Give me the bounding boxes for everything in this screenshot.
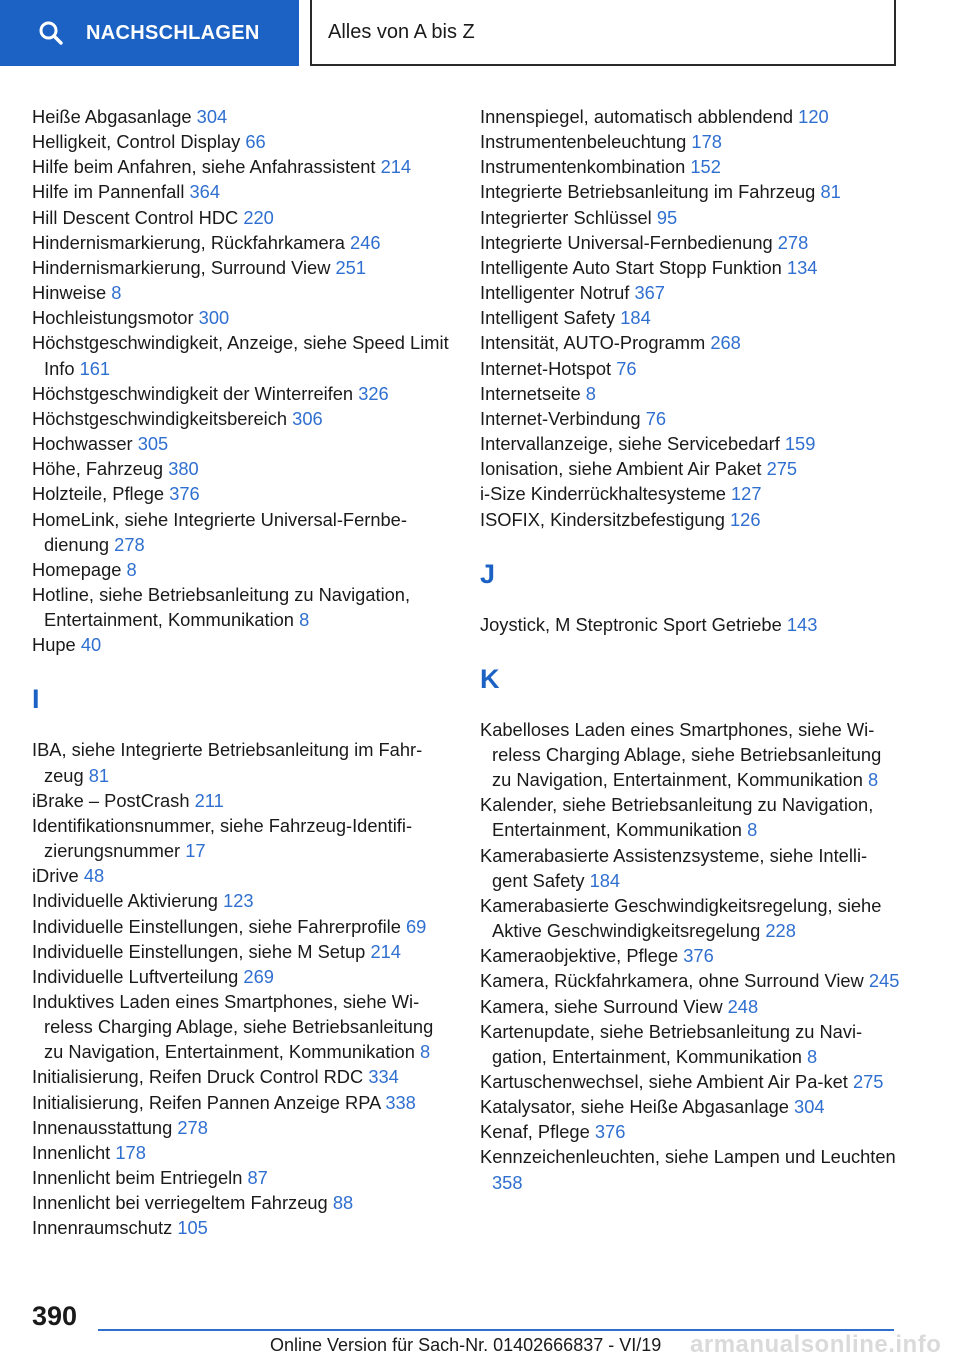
entry-term: Individuelle Einstellungen, siehe M Setup (32, 940, 366, 962)
index-entry (480, 255, 900, 280)
page-reference-link[interactable]: 380 (168, 458, 199, 480)
entry-term: Kartuschenwechsel, siehe Ambient Air Pa-ket (480, 1071, 848, 1092)
index-entry (32, 104, 452, 129)
entry-term: Instrumentenkombination (480, 156, 686, 178)
page-reference-link[interactable]: 278 (114, 533, 145, 555)
index-entry (480, 356, 900, 381)
entry-term: Holzteile, Pflege (32, 483, 165, 505)
entry-term: Höchstgeschwindigkeitsbereich (32, 407, 288, 429)
entry-term: Kabelloses Laden eines Smartphones, siehe Wi-reless Charging Ablage, siehe Betriebsanleitung zu Navigation, Entertainment, Kommunikation (480, 718, 882, 791)
page-reference-link[interactable]: 8 (299, 609, 310, 631)
index-entry (32, 939, 452, 964)
page-reference-link[interactable]: 123 (223, 890, 254, 912)
entry-term: Kamera, siehe Surround View (480, 995, 723, 1017)
entry-term: Innenlicht beim Entriegeln (32, 1167, 243, 1189)
page-reference-link[interactable]: 161 (79, 357, 111, 379)
entry-term: Intelligent Safety (480, 307, 616, 329)
index-entry (480, 406, 900, 431)
index-entry (480, 330, 900, 355)
page-reference-link[interactable]: 40 (80, 634, 102, 656)
index-entry (480, 381, 900, 406)
index-entry (480, 431, 900, 456)
page-reference-link[interactable]: 178 (691, 131, 722, 153)
entry-term: Internetseite (480, 382, 581, 404)
entry-term: Katalysator, siehe Heiße Abgasanlage (480, 1096, 789, 1118)
index-entry (480, 104, 900, 129)
index-entry (32, 964, 452, 989)
page-number: 390 (32, 1301, 78, 1331)
index-entry (32, 989, 452, 1064)
index-entry (480, 612, 900, 637)
page-reference-link[interactable]: 95 (656, 206, 678, 228)
index-entry (32, 456, 452, 481)
page-reference-link[interactable]: 143 (786, 613, 818, 635)
page-reference-link[interactable]: 269 (243, 965, 274, 987)
index-entry (480, 1144, 900, 1194)
page-reference-link[interactable]: 8 (868, 769, 879, 791)
page-reference-link[interactable]: 228 (765, 920, 796, 942)
entry-term: Homepage (32, 558, 122, 580)
page-reference-link[interactable]: 152 (690, 156, 721, 178)
index-entry (480, 893, 900, 943)
index-entry (32, 431, 452, 456)
index-entry (32, 888, 452, 913)
page-reference-link[interactable]: 184 (589, 869, 621, 891)
index-entry (32, 154, 452, 179)
page-reference-link[interactable]: 69 (406, 915, 427, 937)
entry-term: Höchstgeschwindigkeit, Anzeige, siehe Speed Limit Info (32, 332, 449, 379)
entry-term: Initialisierung, Reifen Pannen Anzeige RPA (32, 1091, 381, 1113)
page-reference-link[interactable]: 338 (385, 1091, 416, 1113)
entry-term: Individuelle Einstellungen, siehe Fahrerprofile (32, 915, 401, 937)
page-reference-link[interactable]: 8 (585, 382, 596, 404)
index-entry (32, 1090, 452, 1115)
page-reference-link[interactable]: 326 (358, 382, 389, 404)
page-reference-link[interactable]: 178 (115, 1141, 146, 1163)
entry-term: ISOFIX, Kindersitzbefestigung (480, 508, 725, 530)
page-reference-link[interactable]: 159 (784, 433, 816, 455)
page-reference-link[interactable]: 300 (198, 307, 230, 329)
page-reference-link[interactable]: 105 (177, 1217, 208, 1239)
index-entry (480, 507, 900, 532)
index-entry (32, 330, 452, 380)
chapter-label: Alles von A bis Z (328, 20, 475, 43)
index-column-right (480, 104, 900, 1195)
index-entry (480, 280, 900, 305)
entry-term: Hupe (32, 634, 76, 656)
page-reference-link[interactable]: 376 (594, 1121, 626, 1143)
entry-term: Intelligente Auto Start Stopp Funktion (480, 256, 782, 278)
entry-term: Intensität, AUTO-Programm (480, 332, 706, 354)
index-entry (32, 129, 452, 154)
index-entry (32, 813, 452, 863)
entry-term: Innenausstattung (32, 1116, 173, 1138)
index-entry (480, 456, 900, 481)
page-reference-link[interactable]: 251 (335, 256, 367, 278)
entry-term: Hochwasser (32, 433, 133, 455)
page-reference-link[interactable]: 220 (243, 206, 274, 228)
index-entry (32, 507, 452, 557)
entry-term: Kamerabasierte Geschwindigkeitsregelung, siehe Aktive Geschwindigkeitsregelung (480, 894, 882, 942)
entry-term: Kennzeichenleuchten, siehe Lampen und Leuchten (480, 1146, 896, 1168)
entry-term: Innenlicht bei verriegeltem Fahrzeug (32, 1192, 328, 1214)
index-entry (32, 1190, 452, 1215)
index-entry (480, 1119, 900, 1144)
index-entry (32, 481, 452, 506)
index-entry (480, 968, 900, 993)
section-tab-nachschlagen[interactable] (0, 0, 299, 66)
page-reference-link[interactable]: 66 (245, 131, 266, 153)
entry-term: Hilfe beim Anfahren, siehe Anfahrassistent (32, 156, 376, 178)
page-reference-link[interactable]: 304 (196, 106, 228, 127)
index-entry (480, 179, 900, 204)
page-reference-link[interactable]: 364 (189, 181, 221, 203)
index-entry (32, 230, 452, 255)
page-reference-link[interactable]: 184 (620, 307, 651, 329)
entry-term: Hill Descent Control HDC (32, 206, 239, 228)
page-reference-link[interactable]: 8 (420, 1041, 431, 1063)
index-entry (32, 1064, 452, 1089)
page-reference-link[interactable]: 8 (747, 819, 758, 841)
entry-term: Integrierte Betriebsanleitung im Fahrzeug (480, 181, 816, 203)
index-entry (32, 381, 452, 406)
page-reference-link[interactable]: 81 (88, 764, 110, 786)
page-reference-link[interactable]: 278 (777, 231, 809, 253)
entry-term: Intelligenter Notruf (480, 282, 630, 304)
search-icon (38, 20, 64, 46)
entry-term: Joystick, M Steptronic Sport Getriebe (480, 613, 782, 635)
index-entry (32, 280, 452, 305)
page-reference-link[interactable]: 246 (350, 231, 381, 253)
entry-term: Helligkeit, Control Display (32, 131, 241, 153)
entry-term: Kenaf, Pflege (480, 1121, 590, 1143)
entry-term: IBA, siehe Integrierte Betriebsanleitung im Fahr-zeug (32, 739, 423, 786)
index-column-left (32, 104, 452, 1241)
page-reference-link[interactable]: 304 (794, 1096, 825, 1118)
page-reference-link[interactable]: 306 (292, 407, 323, 429)
page-reference-link[interactable]: 211 (194, 789, 224, 811)
page-reference-link[interactable]: 358 (492, 1171, 523, 1193)
page-reference-link[interactable]: 278 (177, 1116, 208, 1138)
index-entry (32, 557, 452, 582)
entry-term: Intervallanzeige, siehe Servicebedarf (480, 433, 780, 455)
entry-term: Kalender, siehe Betriebsanleitung zu Navigation, Entertainment, Kommunikation (480, 794, 874, 841)
index-entry (480, 230, 900, 255)
index-entry (480, 1069, 900, 1094)
index-entry (32, 305, 452, 330)
page-reference-link[interactable]: 8 (111, 282, 122, 304)
entry-term: Innenraumschutz (32, 1217, 173, 1239)
entry-term: iBrake – PostCrash (32, 789, 190, 811)
index-entry (32, 1215, 452, 1240)
index-entry (480, 717, 900, 792)
page-reference-link[interactable]: 275 (852, 1071, 884, 1092)
index-entry (32, 179, 452, 204)
index-entry (480, 1019, 900, 1069)
page-reference-link[interactable]: 214 (370, 940, 401, 962)
page-reference-link[interactable]: 81 (820, 181, 841, 203)
page-reference-link[interactable]: 214 (380, 156, 412, 178)
entry-term: iDrive (32, 865, 79, 887)
entry-term: Hochleistungsmotor (32, 307, 194, 329)
entry-term: Kartenupdate, siehe Betriebsanleitung zu Navi-gation, Entertainment, Kommunikation (480, 1020, 863, 1067)
page-reference-link[interactable]: 87 (247, 1167, 268, 1189)
page-reference-link[interactable]: 275 (766, 458, 798, 480)
page-reference-link[interactable]: 8 (807, 1045, 818, 1067)
index-entry (32, 632, 452, 657)
entry-term: Hinweise (32, 282, 107, 304)
page-reference-link[interactable]: 134 (786, 256, 818, 278)
entry-term: Integrierter Schlüssel (480, 206, 652, 228)
entry-term: Integrierte Universal-Fernbedienung (480, 231, 773, 253)
index-entry (480, 843, 900, 893)
page-reference-link[interactable]: 376 (683, 945, 714, 967)
page-header (0, 0, 960, 66)
page-reference-link[interactable]: 126 (729, 508, 761, 530)
entry-term: HomeLink, siehe Integrierte Universal-Fernbe-dienung (32, 508, 407, 555)
entry-term: Kamerabasierte Assistenzsysteme, siehe Intelli-gent Safety (480, 844, 868, 891)
entry-term: Innenlicht (32, 1141, 111, 1163)
watermark: armanualsonline.info (690, 1331, 942, 1358)
entry-term: Individuelle Aktivierung (32, 890, 218, 912)
index-entry (32, 1140, 452, 1165)
index-entry (32, 205, 452, 230)
page-reference-link[interactable]: 268 (710, 332, 741, 354)
chapter-tab[interactable] (310, 0, 896, 66)
page-reference-link[interactable]: 120 (798, 106, 829, 127)
section-label: NACHSCHLAGEN (86, 21, 260, 44)
entry-term: Höhe, Fahrzeug (32, 458, 164, 480)
page-reference-link[interactable]: 334 (368, 1066, 399, 1088)
entry-term: Kamera, Rückfahrkamera, ohne Surround View (480, 970, 864, 992)
entry-term: Kameraobjektive, Pflege (480, 945, 679, 967)
page-reference-link[interactable]: 367 (634, 282, 665, 304)
letter-heading: K (480, 663, 500, 694)
page-reference-link[interactable]: 305 (137, 433, 169, 455)
entry-term: Internet-Verbindung (480, 407, 641, 429)
entry-term: Heiße Abgasanlage (32, 106, 192, 127)
index-entry (32, 406, 452, 431)
index-entry (32, 255, 452, 280)
page-reference-link[interactable]: 48 (83, 865, 105, 887)
page-reference-link[interactable]: 248 (727, 995, 759, 1017)
index-entry (32, 1165, 452, 1190)
entry-term: Internet-Hotspot (480, 357, 612, 379)
index-entry (480, 129, 900, 154)
entry-term: Hilfe im Pannenfall (32, 181, 185, 203)
entry-term: Individuelle Luftverteilung (32, 965, 239, 987)
index-entry (480, 943, 900, 968)
index-entry (480, 994, 900, 1019)
entry-term: Identifikationsnummer, siehe Fahrzeug-Identifi-zierungsnummer (32, 814, 413, 862)
index-entry (480, 792, 900, 842)
entry-term: Hotline, siehe Betriebsanleitung zu Navigation, Entertainment, Kommunikation (32, 583, 411, 631)
online-version-note: Online Version für Sach-Nr. 01402666837 - VI/19 (270, 1335, 662, 1355)
index-entry (32, 863, 452, 888)
index-entry (480, 481, 900, 506)
entry-term: Induktives Laden eines Smartphones, siehe Wi-reless Charging Ablage, siehe Betriebsanleitung zu Navigation, Entertainment, Kommunikation (32, 991, 434, 1063)
letter-heading: J (480, 558, 496, 589)
page-reference-link[interactable]: 376 (169, 483, 200, 505)
index-entry (32, 914, 452, 939)
index-entry (32, 788, 452, 813)
page-reference-link[interactable]: 245 (868, 970, 900, 992)
entry-term: i-Size Kinderrückhaltesysteme (480, 483, 726, 505)
index-entry (480, 154, 900, 179)
page-reference-link[interactable]: 88 (332, 1192, 354, 1214)
index-entry (32, 1115, 452, 1140)
index-entry (480, 1094, 900, 1119)
entry-term: Höchstgeschwindigkeit der Winterreifen (32, 382, 354, 404)
entry-term: Innenspiegel, automatisch abblendend (480, 106, 794, 127)
letter-heading: I (32, 684, 40, 715)
page-reference-link[interactable]: 127 (730, 483, 762, 505)
page-reference-link[interactable]: 8 (126, 558, 137, 580)
entry-term: Hindernismarkierung, Rückfahrkamera (32, 231, 345, 253)
page-reference-link[interactable]: 76 (645, 407, 667, 429)
index-entry (32, 582, 452, 632)
entry-term: Ionisation, siehe Ambient Air Paket (480, 458, 762, 480)
page-reference-link[interactable]: 76 (616, 357, 637, 379)
entry-term: Instrumentenbeleuchtung (480, 131, 687, 153)
entry-term: Initialisierung, Reifen Druck Control RDC (32, 1066, 364, 1088)
index-entry (480, 205, 900, 230)
index-entry (480, 305, 900, 330)
index-entry (32, 737, 452, 787)
entry-term: Hindernismarkierung, Surround View (32, 256, 331, 278)
page-reference-link[interactable]: 17 (185, 840, 206, 862)
